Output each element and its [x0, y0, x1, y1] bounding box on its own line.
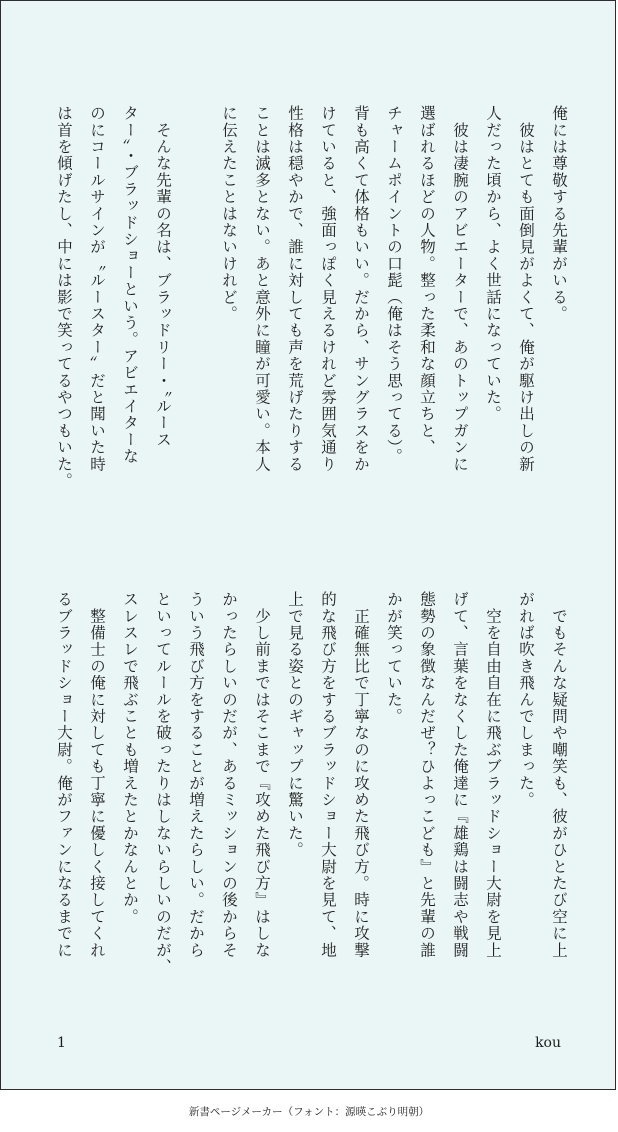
text-line: るブラッドショー大尉。俺がファンになるまでに	[55, 591, 73, 959]
text-line: 整備士の俺に対しても丁寧に優しく接してくれ	[88, 591, 106, 959]
text-line: かが笑っていた。	[385, 591, 403, 725]
text-block-upper	[47, 105, 575, 555]
text-line	[179, 105, 212, 555]
text-line: かったらしいのだが、あるミッションの後からそ	[220, 591, 238, 959]
text-block-lower	[47, 591, 575, 1051]
footer-caption: 新書ページメーカー（フォント：源暎こぶり明朝）	[188, 1106, 430, 1118]
text-line: でもそんな疑問や嘲笑も、彼がひとたび空に上	[550, 591, 568, 959]
text-line: 彼は凄腕のアビエーターで、あのトップガンに	[451, 105, 469, 473]
text-line: スレスレで飛ぶことも増えたとかなんとか。	[121, 591, 139, 925]
text-line: ター〟・ブラッドショーという。アビエイターな	[121, 105, 139, 465]
text-line: がれば吹き飛んでしまった。	[517, 591, 535, 809]
text-line: ことは滅多とない。あと意外に瞳が可愛い。本人	[253, 105, 271, 473]
text-line: そんな先輩の名は、ブラッドリー・〝ルース	[154, 105, 172, 448]
text-line: チャームポイントの口髭（俺はそう思ってる）。	[385, 105, 403, 465]
text-line: に伝えたことはないけれど。	[220, 105, 238, 323]
text-line: けていると、強面っぽく見えるけれど雰囲気通り	[319, 105, 337, 473]
text-line: 少し前まではそこまで『攻めた飛び方』はしな	[253, 591, 271, 959]
text-line: げて、言葉をなくした俺達に『雄鶏は闘志や戦闘	[451, 591, 469, 959]
text-line: 正確無比で丁寧なのに攻めた飛び方。時に攻撃	[352, 591, 370, 959]
text-line: 態勢の象徴なんだぜ？ひよっこども』と先輩の誰	[418, 591, 436, 959]
page-number: 1	[57, 1035, 66, 1051]
text-line: 上で見る姿とのギャップに驚いた。	[286, 591, 304, 859]
text-line: 的な飛び方をするブラッドショー大尉を見て、地	[319, 591, 337, 959]
text-line: のにコールサインが〝ルースター〟だと聞いた時	[88, 105, 106, 473]
text-line: 背も高くて体格もいい。だから、サングラスをか	[352, 105, 370, 473]
author-name: kou	[535, 1035, 561, 1051]
text-line: といってルールを破ったりはしないらしいのだが、	[154, 591, 172, 976]
text-line: 性格は穏やかで、誰に対しても声を荒げたりする	[286, 105, 304, 473]
text-line: は首を傾げたし、中には影で笑ってるやつもいた。	[55, 105, 73, 490]
text-line: 空を自由自在に飛ぶブラッドショー大尉を見上	[484, 591, 502, 959]
text-line: 彼はとても面倒見がよくて、俺が駆け出しの新	[517, 105, 535, 473]
text-line: ういう飛び方をすることが増えたらしい。だから	[187, 591, 205, 959]
text-line: 選ばれるほどの人物。整った柔和な顔立ちと、	[418, 105, 436, 456]
text-line: 人だった頃から、よく世話になっていた。	[484, 105, 502, 423]
text-line: 俺には尊敬する先輩がいる。	[550, 105, 568, 323]
